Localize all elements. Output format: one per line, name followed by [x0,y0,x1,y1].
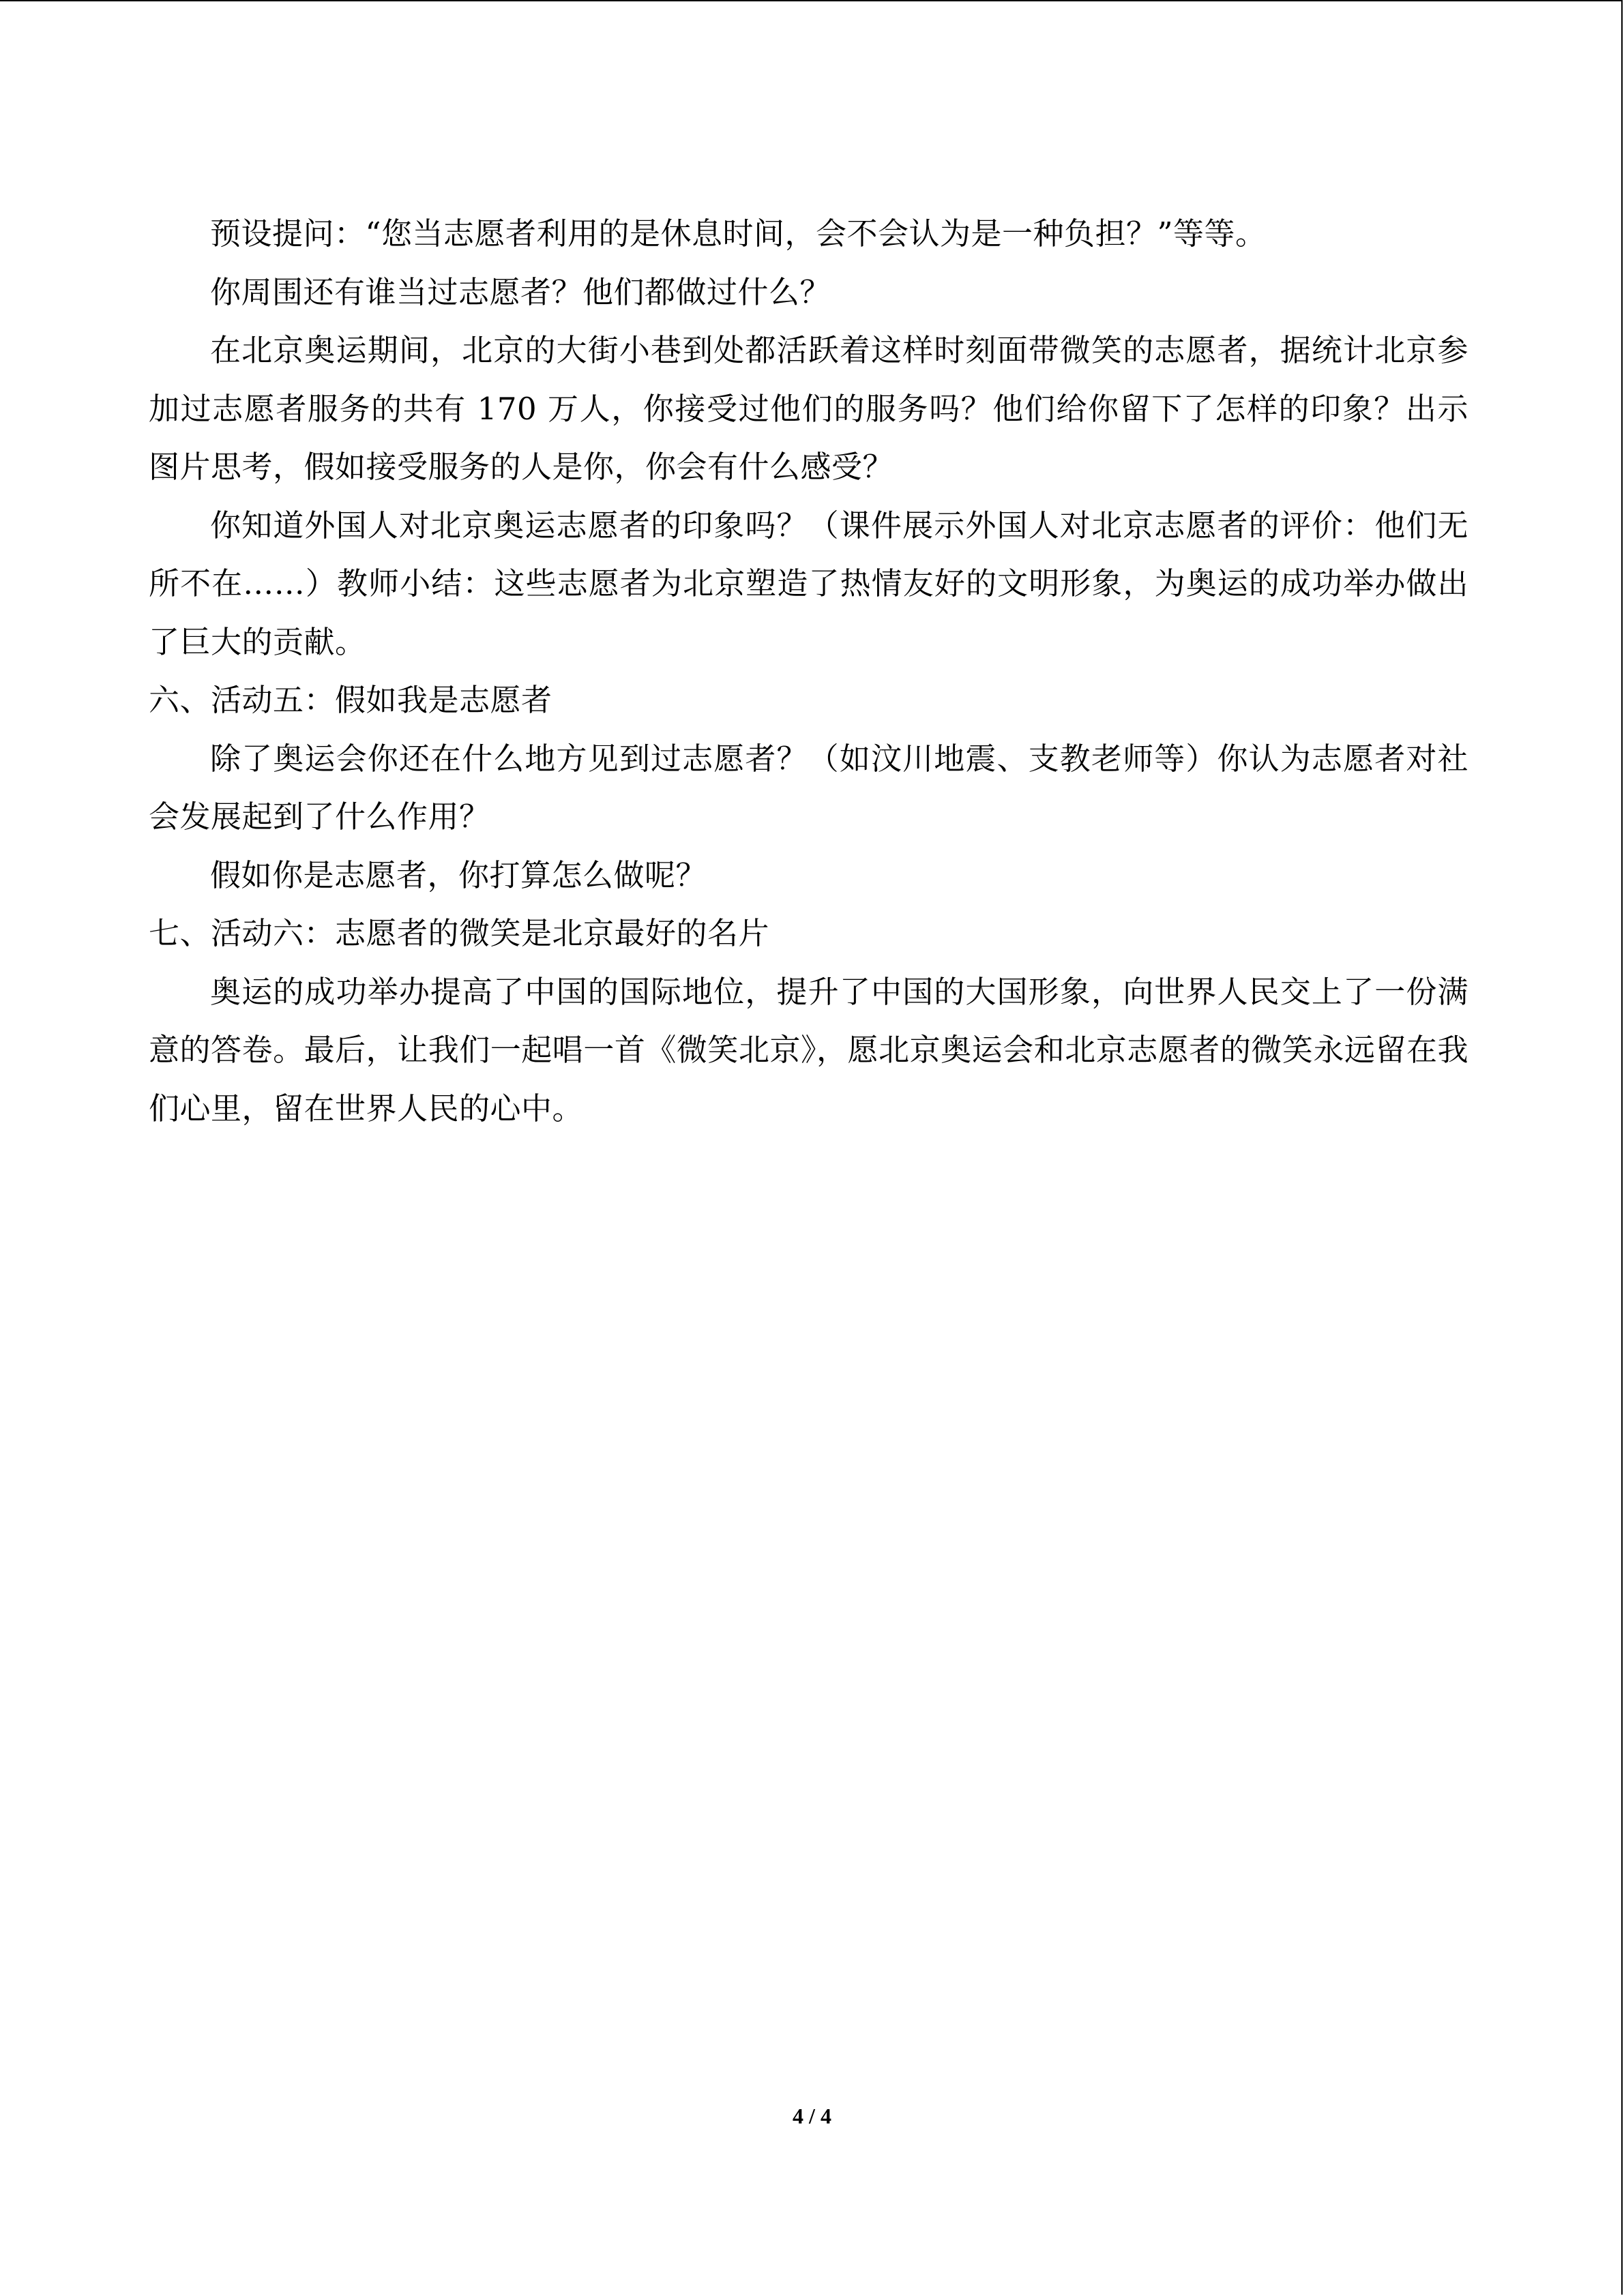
paragraph-if-you-were-volunteer: 假如你是志愿者，你打算怎么做呢？ [210,856,707,893]
paragraph-other-volunteers: 除了奥运会你还在什么地方见到过志愿者？（如汶川地震、支教老师等）你认为志愿者对社会发展起到了什么作用？ [149,740,1468,835]
paragraph-foreigners-impression: 你知道外国人对北京奥运志愿者的印象吗？（课件展示外国人对北京志愿者的评价：他们无所不在……）教师小结：这些志愿者为北京塑造了热情友好的文明形象，为奥运的成功举办做出了巨大的贡献。 [149,507,1468,660]
paragraph-preset-question: 预设提问：“您当志愿者利用的是休息时间，会不会认为是一种负担？”等等。 [210,215,1267,252]
page-number: 4 / 4 [793,2104,831,2128]
document-body [149,205,1468,1137]
paragraph-conclusion: 奥运的成功举办提高了中国的国际地位，提升了中国的大国形象，向世界人民交上了一份满意的答卷。最后，让我们一起唱一首《微笑北京》，愿北京奥运会和北京志愿者的微笑永远留在我们心里，留在世界人民的心中。 [149,973,1468,1127]
paragraph-beijing-olympics-volunteers: 在北京奥运期间，北京的大街小巷到处都活跃着这样时刻面带微笑的志愿者，据统计北京参加过志愿者服务的共有 170 万人，你接受过他们的服务吗？他们给你留下了怎样的印象？出示图片思考，假如接受服务的人是你，你会有什么感受？ [149,332,1468,485]
section-heading-activity-five: 六、活动五：假如我是志愿者 [149,682,552,718]
section-heading-activity-six: 七、活动六：志愿者的微笑是北京最好的名片 [149,915,770,951]
paragraph-who-volunteered: 你周围还有谁当过志愿者？他们都做过什么？ [210,273,831,310]
